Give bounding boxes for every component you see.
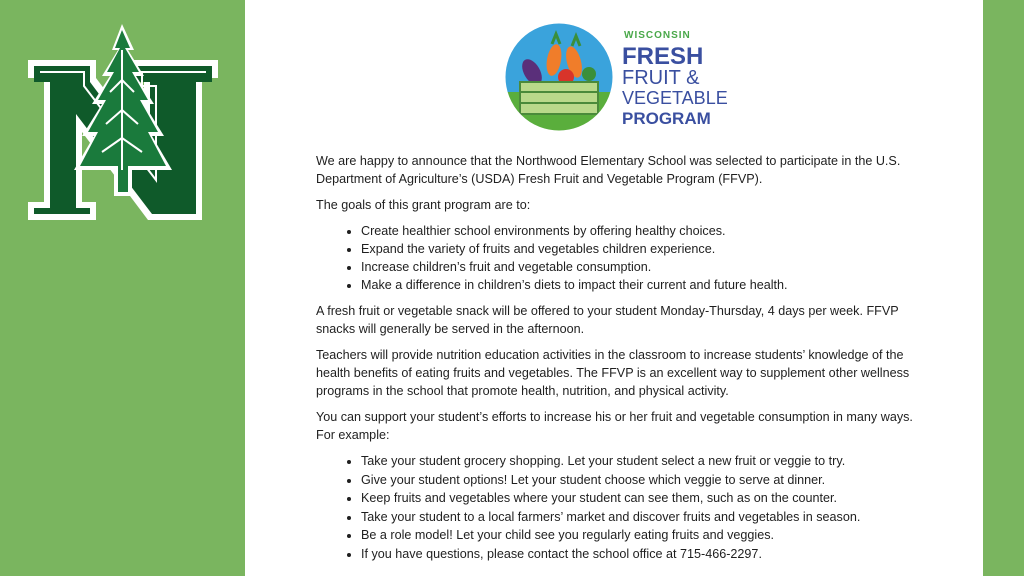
- northwood-school-logo: [22, 20, 222, 230]
- support-paragraph: You can support your student’s efforts to increase his or her fruit and vegetable consumption in many ways. For example:: [316, 410, 913, 442]
- tip-item: • Give your student options! Let your student choose which veggie to serve at dinner.: [361, 471, 916, 489]
- ffvp-logo-fresh: FRESH: [622, 43, 704, 70]
- announcement-body: [316, 152, 916, 571]
- goal-item: • Create healthier school environments by offering healthy choices.: [361, 222, 916, 240]
- intro-paragraph: We are happy to announce that the Northwood Elementary School was selected to participate in the U.S. Department of Agriculture’s (USDA) Fresh Fruit and Vegetable Program (FFVP).: [316, 154, 901, 186]
- tip-item: • If you have questions, please contact the school office at 715-466-2297.: [361, 545, 916, 563]
- goal-item: • Make a difference in children’s diets to impact their current and future health.: [361, 276, 916, 294]
- ffvp-logo-fruit: FRUIT &: [622, 67, 700, 89]
- tip-item: • Be a role model! Let your child see you regularly eating fruits and veggies.: [361, 526, 916, 544]
- teachers-paragraph: Teachers will provide nutrition education activities in the classroom to increase students’ knowledge of the health benefits of eating fruits and vegetables. The FFVP is an excellent way to supplement other wellness programs in the school that promote health, nutrition, and physical activity.: [316, 348, 910, 398]
- tips-list: [316, 452, 916, 563]
- goal-item: • Expand the variety of fruits and vegetables children experience.: [361, 240, 916, 258]
- wisconsin-ffvp-logo: [504, 22, 734, 132]
- goals-heading: The goals of this grant program are to:: [316, 198, 531, 212]
- goals-list: [316, 222, 916, 294]
- tip-item: • Keep fruits and vegetables where your student can see them, such as on the counter.: [361, 489, 916, 507]
- tip-item: • Take your student grocery shopping. Let your student select a new fruit or veggie to try.: [361, 452, 916, 470]
- goal-item: • Increase children’s fruit and vegetable consumption.: [361, 258, 916, 276]
- ffvp-logo-vegetable: VEGETABLE: [622, 88, 728, 108]
- snack-paragraph: A fresh fruit or vegetable snack will be offered to your student Monday-Thursday, 4 days per week. FFVP snacks will generally be served in the afternoon.: [316, 304, 899, 336]
- tip-item: • Take your student to a local farmers’ market and discover fruits and vegetables in season.: [361, 508, 916, 526]
- ffvp-logo-program: PROGRAM: [622, 109, 711, 128]
- ffvp-logo-wisconsin: WISCONSIN: [624, 30, 691, 41]
